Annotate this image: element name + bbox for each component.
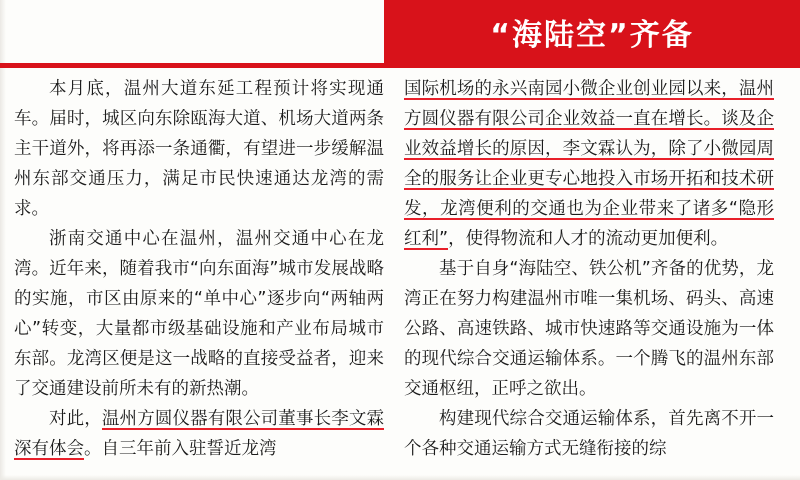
underlined-text: 温州方圆仪器有限公司董事长李文霖深有体会 [14,409,385,459]
article-column-left [14,74,384,464]
header-red-rule [0,63,800,68]
body-text: 构建现代综合交通运输体系，首先离不开一个各种交通运输方式无缝衔接的综 [404,409,774,459]
body-text: 浙南交通中心在温州，温州交通中心在龙湾。近年来，随着我市“向东面海”城市发展战略的实施，市区由原来的“单中心”逐步向“两轴两心”转变，大量都市级基础设施和产业布局城市东部。龙湾区便是这一战略的直接受益者，迎来了交通建设前所未有的新热潮。 [14,229,384,399]
body-text: ，使得物流和人才的流动更加便利。 [448,229,729,249]
underlined-text: 国际机场的永兴南园小微企业创业园以来，温州方圆仪器有限公司企业效益一直在增长。谈及企业效益增长的原因，李文霖认为，除了小微园周全的服务让企业更专心地投入市场开拓和技术研发，龙湾便利的交通也为企业带来了诸多“隐形红利” [404,79,774,249]
article-column-right [404,74,774,464]
page-title: “海陆空”齐备 [490,17,694,53]
header-banner [384,0,800,63]
paragraph [404,404,774,464]
body-text: 对此， [49,409,102,429]
body-text: 基于自身“海陆空、铁公机”齐备的优势，龙湾正在努力构建温州市唯一集机场、码头、高速公路、高速铁路、城市快速路等交通设施为一体的现代综合交通运输体系。一个腾飞的温州东部交通枢纽，正呼之欲出。 [404,259,774,399]
paragraph [14,224,384,404]
paragraph [14,74,384,224]
page-edge-shading-bottom [0,475,800,480]
body-text: 本月底，温州大道东延工程预计将实现通车。届时，城区向东除瓯海大道、机场大道两条主干道外，将再添一条通衢，有望进一步缓解温州东部交通压力，满足市民快速通达龙湾的需求。 [14,79,384,219]
page-edge-shading-left [0,0,6,480]
body-text: 。自三年前入驻誓近龙湾 [84,439,277,459]
paragraph [404,74,774,254]
paragraph [14,404,384,464]
paragraph [404,254,774,404]
